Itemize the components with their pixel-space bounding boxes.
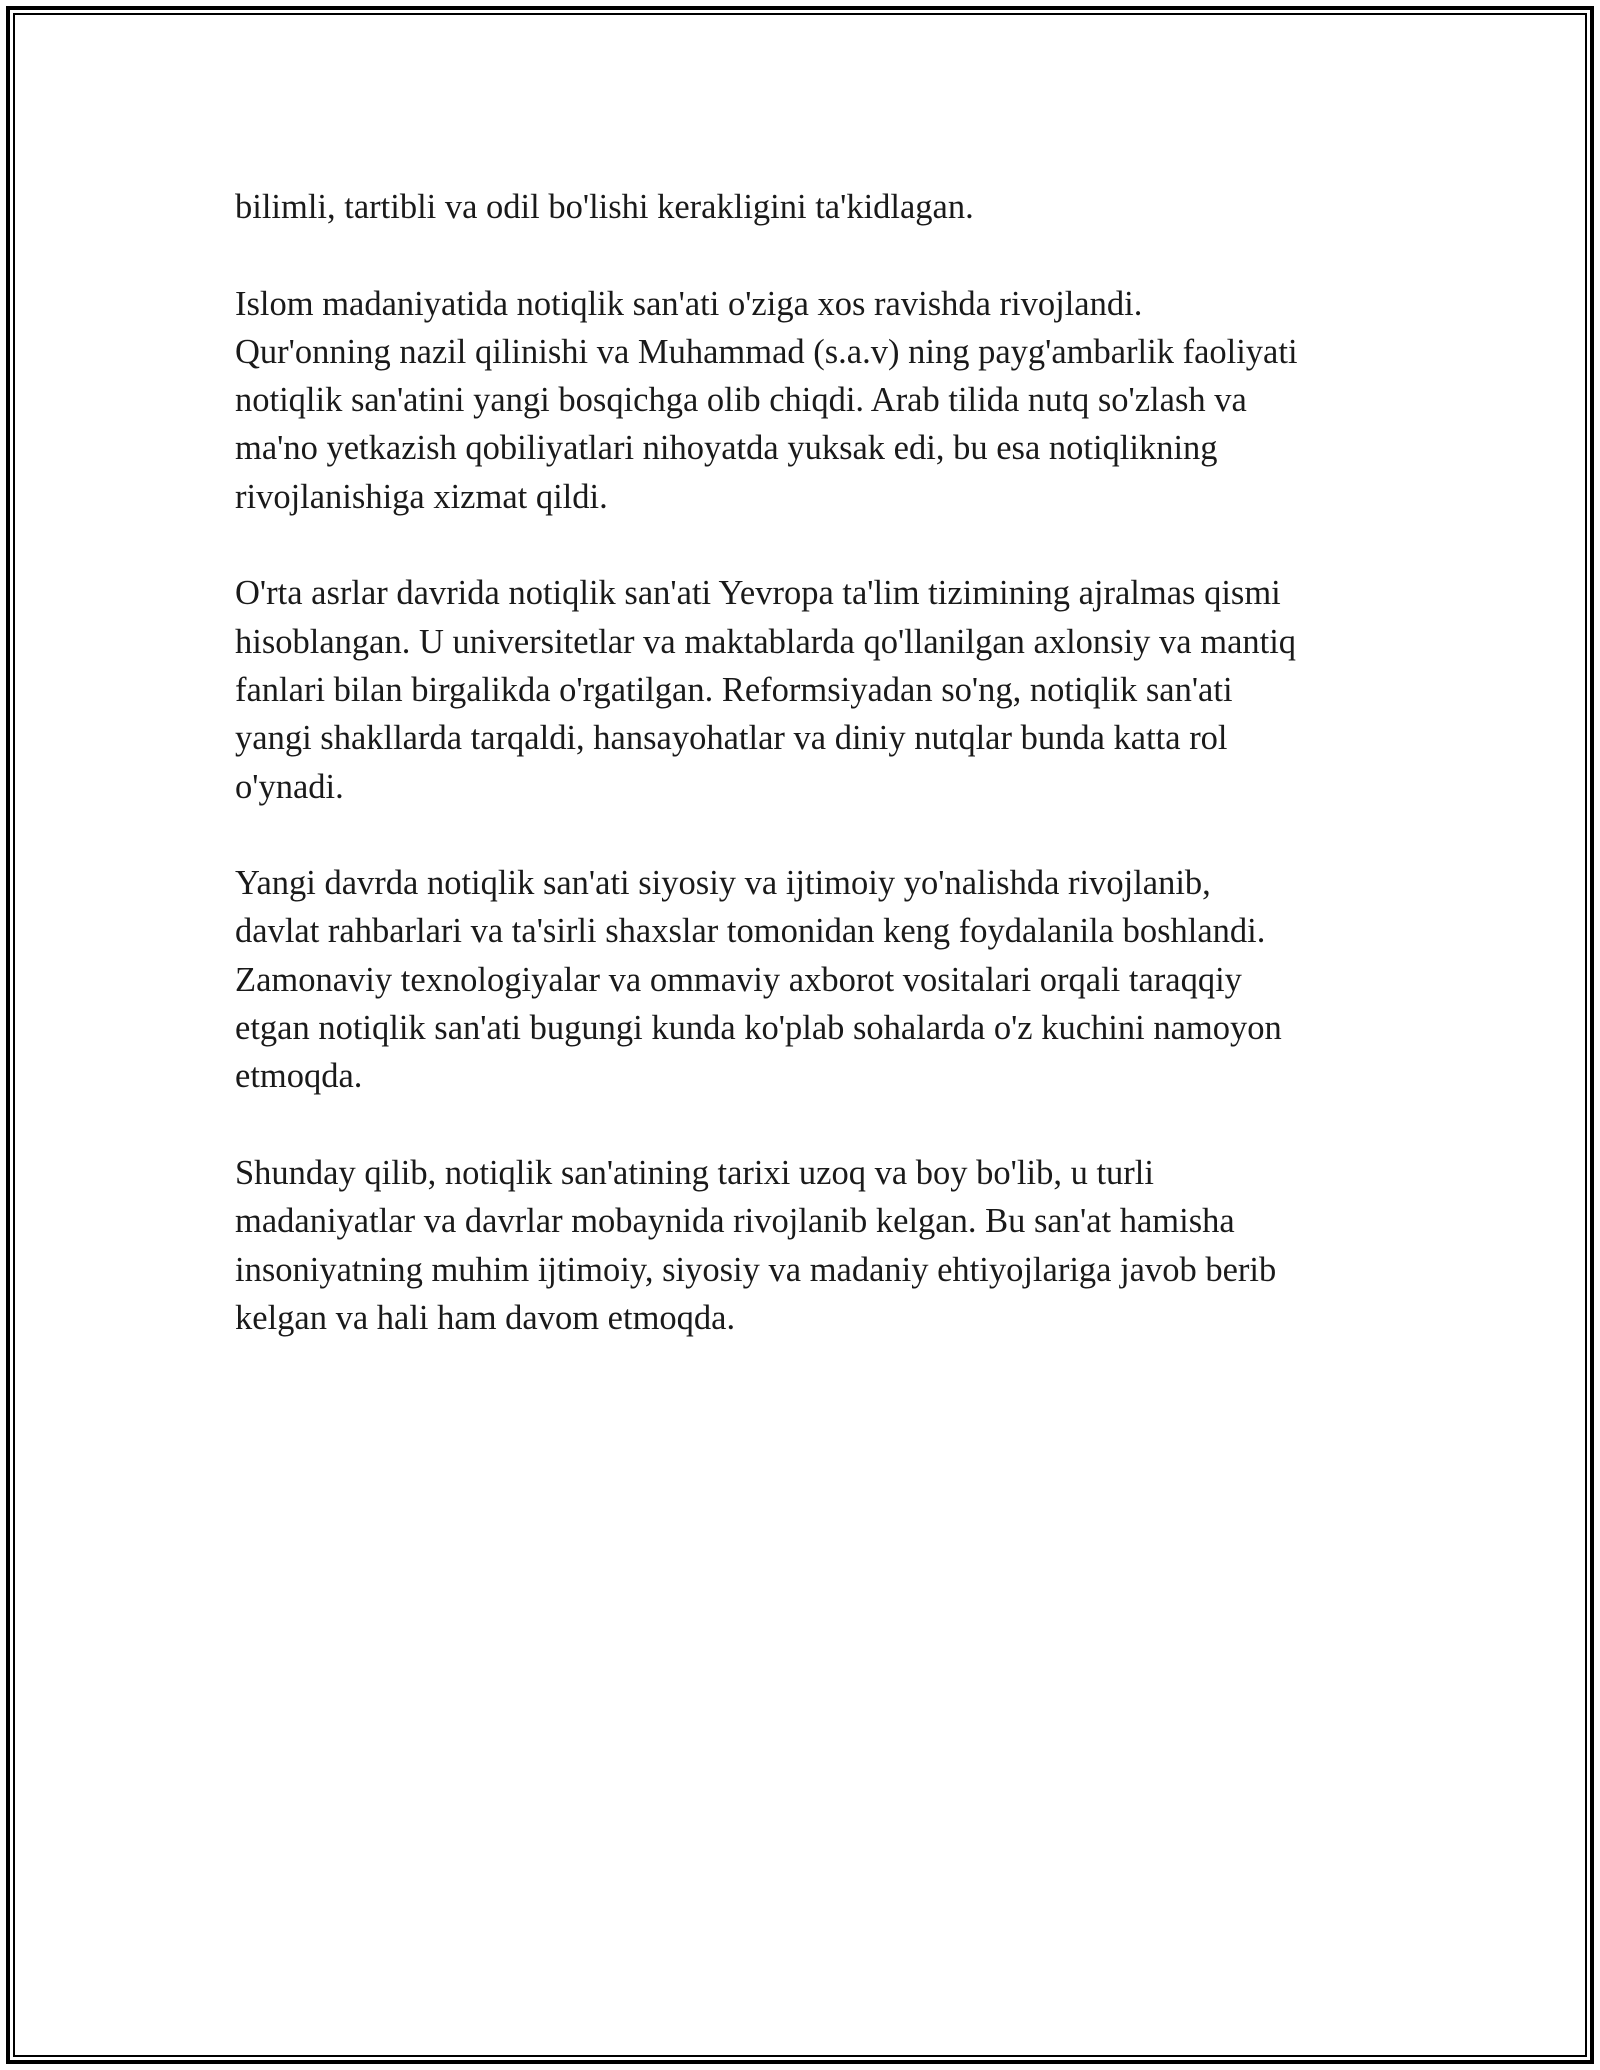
paragraph-line: bilimli, tartibli va odil bo'lishi kerakligini ta'kidlagan. xyxy=(235,188,974,226)
paragraph-line: yangi shakllarda tarqaldi, hansayohatlar va diniy nutqlar bunda katta rol xyxy=(235,719,1228,758)
paragraph-line: davlat rahbarlari va ta'sirli shaxslar tomonidan keng foydalanila boshlandi. xyxy=(235,912,1266,951)
paragraph-line: ma'no yetkazish qobiliyatlari nihoyatda yuksak edi, bu esa notiqlikning xyxy=(235,429,1218,468)
paragraph-1 xyxy=(235,183,1375,231)
paragraph-2 xyxy=(235,280,1375,521)
paragraph-3 xyxy=(235,569,1375,810)
paragraph-line: etgan notiqlik san'ati bugungi kunda ko'plab sohalarda o'z kuchini namoyon xyxy=(235,1009,1282,1048)
paragraph-line: Zamonaviy texnologiyalar va ommaviy axborot vositalari orqali taraqqiy xyxy=(235,960,1242,999)
paragraph-4 xyxy=(235,859,1375,1100)
paragraph-line: Islom madaniyatida notiqlik san'ati o'ziga xos ravishda rivojlandi. xyxy=(235,284,1143,323)
paragraph-line: hisoblangan. U universitetlar va maktablarda qo'llanilgan axlonsiy va mantiq xyxy=(235,622,1297,661)
paragraph-line: o'ynadi. xyxy=(235,767,344,806)
paragraph-line: madaniyatlar va davrlar mobaynida rivojlanib kelgan. Bu san'at hamisha xyxy=(235,1202,1235,1241)
paragraph-line: Yangi davrda notiqlik san'ati siyosiy va ijtimoiy yo'nalishda rivojlanib, xyxy=(235,864,1211,903)
paragraph-line: etmoqda. xyxy=(235,1057,363,1096)
paragraph-line: Qur'onning nazil qilinishi va Muhammad (s.a.v) ning payg'ambarlik faoliyati xyxy=(235,332,1298,371)
paragraph-line: Shunday qilib, notiqlik san'atining tarixi uzoq va boy bo'lib, u turli xyxy=(235,1153,1154,1192)
paragraph-line: kelgan va hali ham davom etmoqda. xyxy=(235,1298,736,1337)
paragraph-line: notiqlik san'atini yangi bosqichga olib chiqdi. Arab tilida nutq so'zlash va xyxy=(235,381,1247,420)
paragraph-line: insoniyatning muhim ijtimoiy, siyosiy va madaniy ehtiyojlariga javob berib xyxy=(235,1250,1277,1289)
paragraph-line: rivojlanishiga xizmat qildi. xyxy=(235,477,608,516)
paragraph-line: O'rta asrlar davrida notiqlik san'ati Yevropa ta'lim tizimining ajralmas qismi xyxy=(235,574,1281,613)
document-body xyxy=(235,183,1375,1390)
paragraph-line: fanlari bilan birgalikda o'rgatilgan. Reformsiyadan so'ng, notiqlik san'ati xyxy=(235,670,1233,709)
paragraph-5 xyxy=(235,1149,1375,1342)
